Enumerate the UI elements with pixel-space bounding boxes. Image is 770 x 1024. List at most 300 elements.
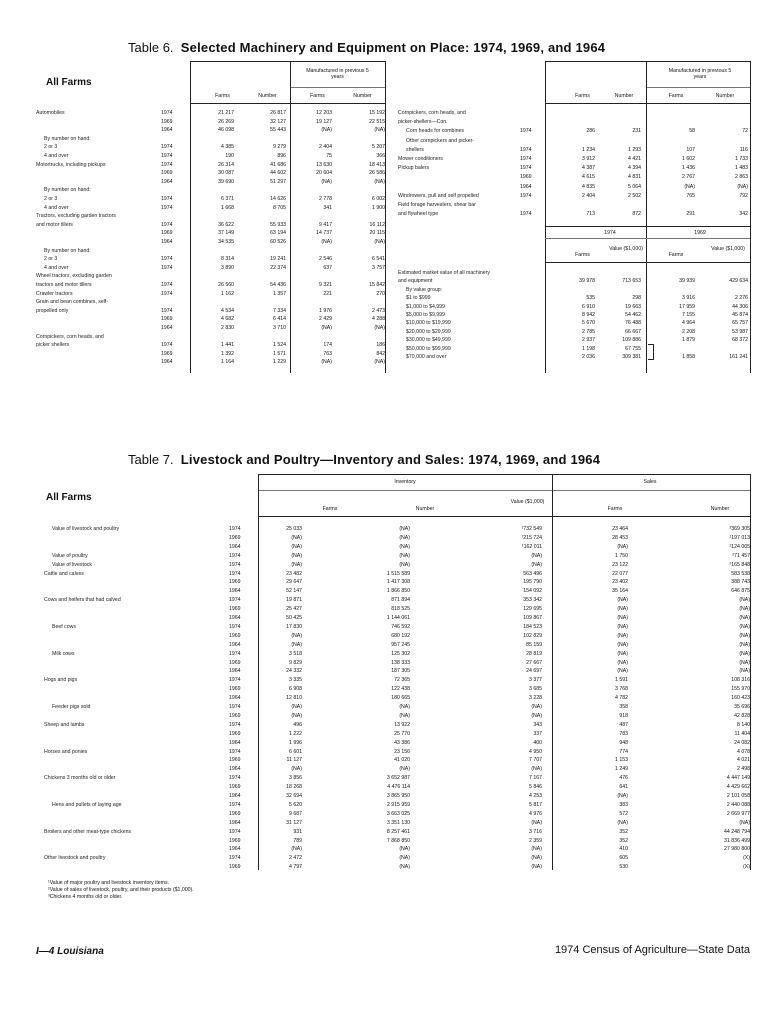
t6-value-cell: 65 757	[732, 320, 748, 327]
t7-row	[44, 624, 750, 633]
t6-left-row-year: 1974	[161, 196, 173, 202]
t7-cell: 85 159	[526, 641, 542, 648]
t7-cell: 25 427	[286, 606, 302, 613]
t7-cell: 35 696	[734, 704, 750, 710]
t6-left-cell: 41 686	[270, 161, 286, 168]
t7-row	[44, 820, 750, 829]
t7-cell: (NA)	[531, 561, 542, 568]
t7-row-year: 1969	[229, 730, 241, 737]
t7-cell: 108 316	[731, 677, 750, 684]
t7-row-year: 1964	[229, 739, 241, 746]
table7-sub-rule	[258, 490, 750, 491]
t6-left-row-year: 1969	[161, 170, 173, 177]
t6-right-hdr-manufactured: Manufactured in previous 5 years	[668, 68, 732, 80]
t6-left-cell: 8 314	[221, 256, 234, 263]
t7-cell: 530	[619, 864, 628, 871]
t6-left-row	[36, 222, 386, 231]
t7-cell: 52 147	[286, 588, 302, 595]
t7-row	[44, 864, 750, 873]
t7-row-year: 1964	[229, 846, 241, 853]
t6-left-cell: 16 112	[369, 221, 385, 228]
t7-cell: (NA)	[399, 712, 410, 719]
t6-left-cell: 9 279	[273, 144, 286, 151]
t7-cell: 154 092	[523, 588, 542, 595]
t7-cell: (X)	[743, 855, 750, 862]
t6-right-cell: (NA)	[737, 183, 748, 190]
t7-cell: 818 525	[391, 606, 410, 613]
t7-row-label: Cattle and calves	[44, 570, 84, 577]
t6-right-row-year: 1974	[520, 192, 532, 199]
t6-left-cell: 896	[277, 153, 286, 159]
t7-row	[44, 668, 750, 677]
t7-cell: 646 875	[731, 588, 750, 595]
t6-value-row-label: Estimated market value of all machinery	[398, 270, 490, 276]
t6-left-row-year: 1974	[161, 256, 173, 263]
t6-right-row	[398, 184, 750, 193]
t6-right-row-year: 1974	[520, 211, 532, 218]
t6-right-row	[398, 174, 750, 183]
t7-cell: ²71 457	[732, 552, 750, 559]
t7-row	[44, 544, 750, 553]
t6-right-cell: 1 733	[735, 156, 748, 162]
t7-row	[44, 597, 750, 606]
t6-left-row-year: 1969	[161, 350, 173, 357]
t7-cell: (NA)	[399, 766, 410, 773]
t6-left-row-label: By number on hand:	[44, 247, 91, 254]
t7-cell: 187 305	[391, 668, 410, 675]
t6-left-row	[36, 316, 386, 325]
t6-value-cell: 3 916	[682, 295, 695, 302]
table6-right-manuf-rule	[646, 87, 750, 88]
t6-right-cell: 342	[739, 211, 748, 218]
t7-row-year: 1969	[229, 534, 241, 541]
table6-right-top-rule	[545, 61, 750, 62]
t6-left-cell: 1 164	[221, 359, 234, 366]
t6-left-cell: 1 229	[273, 359, 286, 366]
t7-hdr-s-farms: Farms	[607, 506, 623, 512]
t6-right-cell: 1 602	[682, 156, 695, 162]
t7-row	[44, 562, 750, 571]
t7-cell: (NA)	[617, 668, 628, 675]
t6-left-row-label: By number on hand:	[44, 135, 91, 142]
t7-cell: 17 830	[286, 623, 302, 630]
t6-left-row-label: 4 and over	[44, 153, 69, 159]
t7-cell: 28 453	[612, 534, 628, 541]
t6-right-row	[398, 138, 750, 147]
t7-row	[44, 588, 750, 597]
t6-left-cell: 9 417	[319, 221, 332, 228]
t6-left-cell: 341	[323, 204, 332, 211]
t6-left-row-year: 1969	[161, 230, 173, 237]
t6-left-cell: 19 127	[316, 118, 332, 125]
t6-left-cell: 1 900	[372, 204, 385, 211]
table7-footnote-1: ¹Value of major poultry and livestock inventory items.	[48, 880, 169, 886]
t6-right-cell: 4 387	[582, 165, 595, 172]
t6-left-cell: (NA)	[321, 178, 332, 185]
t6-value-cell: 6 910	[582, 303, 595, 310]
t6-value-cell: 39 939	[679, 278, 695, 285]
table6-left-head-rule	[190, 103, 385, 104]
t7-cell: 184 523	[523, 623, 542, 630]
t7-hdr-s-number: Number	[710, 506, 730, 512]
t7-cell: (NA)	[531, 855, 542, 862]
t7-cell: (NA)	[531, 766, 542, 773]
t6-left-row-label: 2 or 3	[44, 196, 58, 202]
t6-value-cell: 4 964	[682, 320, 695, 327]
t6-right-hdr-number: Number	[614, 93, 634, 99]
t7-cell: ¹162 011	[521, 543, 542, 550]
t6-value-row-label: $50,000 to $99,999	[406, 345, 451, 352]
t7-row	[44, 757, 750, 766]
t6-left-cell: 7 334	[273, 307, 286, 314]
t6-left-row-label: 2 or 3	[44, 256, 58, 263]
t7-row-label: Broilers and other meat-type chickens	[44, 828, 132, 835]
t6-left-row-label: 2 or 3	[44, 144, 58, 151]
t7-cell: 41 020	[394, 757, 410, 764]
t6-left-hdr-m-farms: Farms	[310, 93, 325, 99]
t6-left-cell: 15 842	[369, 282, 385, 288]
t6-left-row-year: 1974	[161, 290, 173, 297]
t6-right-cell: 231	[632, 128, 641, 135]
t7-row-year: 1964	[229, 766, 241, 773]
t7-cell: (NA)	[291, 704, 302, 710]
t6-left-cell: 26 560	[218, 282, 234, 288]
t7-row-year: 1969	[229, 784, 241, 791]
t6-right-cell: 291	[686, 211, 695, 218]
t6-value-row-label: $70,000 and over	[406, 354, 447, 360]
t7-row-year: 1974	[229, 526, 241, 532]
t7-cell: 72 365	[394, 677, 410, 684]
t6-left-row	[36, 205, 386, 214]
t6-left-row	[36, 196, 386, 205]
table6-title	[128, 40, 605, 55]
t6-right-row-year: 1964	[520, 183, 532, 190]
t7-cell: 4 976	[529, 810, 542, 817]
t6-value-row-label: and equipment	[398, 278, 433, 285]
t7-cell: 343	[533, 721, 542, 728]
t6-left-row-year: 1974	[161, 282, 173, 288]
t6-left-cell: 186	[376, 342, 385, 349]
t7-row-year: 1964	[229, 819, 241, 826]
t6-left-cell: 51 297	[270, 178, 286, 185]
t7-cell: (NA)	[291, 766, 302, 773]
t7-cell: 50 425	[286, 615, 302, 621]
t7-row-year: 1964	[229, 543, 241, 550]
t6-right-row	[398, 165, 750, 174]
t6-val-hdr-1969: 1969	[694, 230, 706, 236]
t6-left-row-label: Crawler tractors	[36, 290, 73, 297]
t7-cell: 2 669 977	[726, 810, 750, 817]
t7-cell: 3 351 130	[386, 819, 410, 826]
t6-right-cell: 1 234	[582, 146, 595, 153]
t6-left-row-year: 1964	[161, 239, 173, 245]
t6-value-cell: 45 874	[732, 312, 748, 318]
t7-cell: 4 797	[289, 864, 302, 871]
t6-left-row	[36, 162, 386, 171]
table7-footnote-3: ³Chickens 4 months old or older.	[48, 894, 123, 900]
t6-value-row-label: $30,000 to $49,999	[406, 337, 451, 344]
t6-left-cell: 63 194	[270, 230, 286, 237]
t7-cell: 5 817	[529, 801, 542, 808]
t7-cell: 35 164	[612, 588, 628, 595]
t6-left-row-label: tractors and motor tillers	[36, 282, 92, 288]
t6-right-row-year: 1974	[520, 156, 532, 162]
t7-row-label: Value of livestock and poultry	[52, 526, 120, 532]
t7-row	[44, 731, 750, 740]
t7-row-year: 1969	[229, 837, 241, 844]
t7-cell: ²165 848	[729, 561, 750, 568]
t6-left-hdr-farms: Farms	[215, 93, 230, 99]
t7-row	[44, 704, 750, 713]
t6-right-hdr-m-farms: Farms	[668, 93, 684, 99]
t6-right-row-label: Corn heads for combines	[406, 128, 464, 135]
table7-footnote-2: ²Value of sales of livestock, poultry, and their products ($1,000).	[48, 887, 194, 893]
t7-row	[44, 660, 750, 669]
t7-cell: 352	[619, 828, 628, 835]
table6-group-label: All Farms	[46, 77, 92, 88]
t6-left-hdr-number: Number	[258, 93, 277, 99]
t6-left-cell: 1 668	[221, 204, 234, 211]
t6-right-row-label: Cornpickers, corn heads, and	[398, 110, 466, 116]
t6-value-row	[398, 354, 750, 362]
t6-left-row-label: 4 and over	[44, 264, 69, 271]
t6-left-row-year: 1964	[161, 178, 173, 185]
t6-left-row	[36, 187, 386, 196]
t7-cell: (NA)	[399, 552, 410, 559]
t7-cell: ¹215 724	[521, 534, 542, 541]
t6-right-cell: 2 767	[682, 174, 695, 181]
t6-left-cell: 22 374	[270, 264, 286, 271]
t6-left-cell: 174	[323, 342, 332, 349]
t6-left-cell: 2 473	[372, 307, 385, 314]
t7-row-year: 1974	[229, 801, 241, 808]
t7-cell: 3 377	[529, 677, 542, 684]
t7-row-year: 1974	[229, 721, 241, 728]
t6-value-row-label: $1,000 to $4,999	[406, 303, 445, 310]
t7-cell: 180 665	[391, 695, 410, 702]
t7-cell: 383	[619, 801, 628, 808]
t7-cell: 23 482	[286, 570, 302, 577]
t7-cell: (NA)	[399, 534, 410, 541]
t7-cell: 2 101 058	[726, 793, 750, 799]
t6-left-cell: 37 149	[218, 230, 234, 237]
t7-cell: (NA)	[531, 552, 542, 559]
t6-left-cell: 637	[323, 264, 332, 271]
t7-cell: (NA)	[617, 641, 628, 648]
table6-value-year-rule	[545, 238, 750, 239]
t7-cell: 31 127	[286, 819, 302, 826]
t7-cell: 4 429 662	[726, 784, 750, 791]
t7-cell: 2 359	[529, 837, 542, 844]
t7-row-year: 1974	[229, 828, 241, 835]
t6-right-row	[398, 211, 750, 220]
t6-value-cell: 2 208	[682, 328, 695, 335]
table6-value-head-rule	[545, 262, 750, 263]
t6-left-row	[36, 265, 386, 274]
t6-left-cell: 6 541	[372, 256, 385, 263]
t7-row-label: Value of livestock	[52, 561, 92, 568]
t6-left-row-year: 1974	[161, 204, 173, 211]
t7-cell: (NA)	[617, 659, 628, 666]
t6-right-cell: 107	[686, 146, 695, 153]
t7-cell: 125 302	[391, 650, 410, 657]
t6-left-cell: 32 127	[270, 118, 286, 125]
t7-cell: (NA)	[531, 819, 542, 826]
t6-left-row-label: Grain and bean combines, self-	[36, 299, 109, 306]
t7-cell: 5 620	[289, 801, 302, 808]
t7-cell: 783	[619, 730, 628, 737]
t7-cell: 948	[619, 739, 628, 746]
t7-row	[44, 526, 750, 535]
t7-cell: (NA)	[531, 704, 542, 710]
t6-left-row-label: 4 and over	[44, 204, 69, 211]
t7-cell: 1 515 589	[386, 570, 410, 577]
t6-left-row-label: Tractors, excluding garden tractors	[36, 213, 116, 220]
t7-cell: (NA)	[291, 632, 302, 639]
t6-value-row	[398, 270, 750, 278]
t6-left-cell: 55 933	[270, 221, 286, 228]
table6-value-top-rule	[545, 226, 750, 227]
table7-title	[128, 452, 600, 467]
t7-row-year: 1974	[229, 704, 241, 710]
t6-left-cell: (NA)	[321, 239, 332, 245]
t6-value-cell: 54 462	[625, 312, 641, 318]
t6-left-row-label: By number on hand:	[44, 187, 91, 194]
t7-row-year: 1964	[229, 641, 241, 648]
t7-row-year: 1969	[229, 579, 241, 586]
t6-right-cell: 5 064	[628, 183, 641, 190]
t6-left-cell: 4 534	[221, 307, 234, 314]
t6-value-cell: 161 241	[729, 354, 748, 360]
t7-row-label: Beef cows	[52, 623, 76, 630]
table7-title-text: Livestock and Poultry—Inventory and Sales: 1974, 1969, and 1964	[180, 452, 601, 467]
t6-value-cell: 2 937	[582, 337, 595, 344]
t7-cell: 2 440 088	[726, 801, 750, 808]
t6-left-cell: (NA)	[374, 239, 385, 245]
t6-left-row-year: 1964	[161, 325, 173, 331]
t7-row-year: 1964	[229, 695, 241, 702]
t7-cell: (NA)	[531, 712, 542, 719]
t6-value-row-label: $20,000 to $29,999	[406, 328, 451, 335]
t6-left-cell: 60 526	[270, 239, 286, 245]
t6-left-cell: 13 630	[316, 161, 332, 168]
t7-cell: 4 950	[529, 748, 542, 755]
t7-cell: 4 253	[529, 793, 542, 799]
t6-left-cell: 26 817	[270, 110, 286, 116]
t7-row-year: 1969	[229, 606, 241, 613]
t6-value-cell: 713 653	[622, 278, 641, 285]
t7-cell: 155 970	[731, 686, 750, 693]
t7-row	[44, 775, 750, 784]
t6-left-cell: 15 192	[369, 110, 385, 116]
t6-left-row	[36, 273, 386, 282]
t7-cell: 1 417 308	[386, 579, 410, 586]
t7-cell: 572	[619, 810, 628, 817]
t7-cell: (NA)	[399, 846, 410, 853]
t6-right-hdr-m-number: Number	[715, 93, 735, 99]
t7-cell: 496	[293, 721, 302, 728]
t6-right-row	[398, 156, 750, 165]
t6-right-cell: 765	[686, 192, 695, 199]
t6-left-cell: 4 385	[221, 144, 234, 151]
t7-cell: 23 464	[612, 526, 628, 532]
t7-cell: (NA)	[739, 641, 750, 648]
t6-right-cell: 2 404	[582, 192, 595, 199]
t7-row	[44, 677, 750, 686]
t7-cell: 8 257 461	[386, 828, 410, 835]
t7-cell: 3 518	[289, 650, 302, 657]
t6-left-cell: 2 830	[221, 325, 234, 331]
t7-cell: 195 790	[523, 579, 542, 586]
t7-hdr-sales: Sales	[643, 479, 657, 485]
t7-row-year: 1969	[229, 864, 241, 871]
t6-right-cell: 792	[739, 192, 748, 199]
t6-value-cell: 76 488	[625, 320, 641, 327]
t6-left-cell: 26 586	[369, 170, 385, 177]
t6-left-row-year: 1969	[161, 316, 173, 323]
t6-value-cell: 39 978	[579, 278, 595, 285]
t7-row-label: Chickens 3 months old or older	[44, 775, 116, 782]
t7-row-label: Value of poultry	[52, 552, 88, 559]
t6-left-hdr-m-number: Number	[353, 93, 372, 99]
t6-right-cell: 4 835	[582, 183, 595, 190]
t6-left-row	[36, 308, 386, 317]
t7-row-label: Cows and heifers that had calved	[44, 597, 121, 604]
t6-left-row-label: propelled only	[36, 307, 69, 314]
t7-cell: 7 167	[529, 775, 542, 782]
table6-number: Table 6.	[128, 40, 174, 55]
t7-cell: 1 222	[289, 730, 302, 737]
table6-title-text: Selected Machinery and Equipment on Place: 1974, 1969, and 1964	[180, 40, 606, 55]
t7-row	[44, 651, 750, 660]
t7-cell: 3 685	[529, 686, 542, 693]
t6-left-row	[36, 127, 386, 136]
t6-right-row-year: 1974	[520, 128, 532, 135]
t7-cell: 2 472	[289, 855, 302, 862]
t6-left-cell: (NA)	[321, 359, 332, 366]
t6-value-cell: 67 755	[625, 345, 641, 352]
t6-left-cell: 6 414	[273, 316, 286, 323]
t6-value-cell: 19 663	[625, 303, 641, 310]
t7-cell: (NA)	[291, 561, 302, 568]
t6-val-hdr-value: Value ($1,000)	[609, 246, 643, 252]
t7-cell: (NA)	[531, 846, 542, 853]
t7-row-year: 1969	[229, 659, 241, 666]
t6-value-cell: 2 276	[735, 295, 748, 302]
t7-cell: 31 836 499	[724, 837, 750, 844]
t7-row	[44, 740, 750, 749]
t7-cell: (NA)	[617, 543, 628, 550]
t7-cell: 24 332	[286, 668, 302, 675]
t6-left-cell: 20 604	[316, 170, 332, 177]
t6-right-row-year: 1974	[520, 146, 532, 153]
t7-cell: (NA)	[399, 561, 410, 568]
t6-value-cell: 298	[632, 295, 641, 302]
t7-cell: 18 268	[286, 784, 302, 791]
t7-row	[44, 846, 750, 855]
t7-row	[44, 633, 750, 642]
t6-left-cell: 366	[376, 153, 385, 159]
t7-cell: (NA)	[739, 668, 750, 675]
t7-row-label: Hens and pullets of laying age	[52, 801, 122, 808]
t6-left-cell: 1 357	[273, 290, 286, 297]
t6-val-hdr-value2: Value ($1,000)	[711, 246, 745, 252]
t7-cell: 5 846	[529, 784, 542, 791]
t7-cell: 1 153	[615, 757, 628, 764]
t6-right-row-label: Field forage harvesters, shear bar	[398, 202, 476, 208]
t6-right-cell: 116	[739, 146, 748, 153]
t6-right-cell: 872	[632, 211, 641, 218]
